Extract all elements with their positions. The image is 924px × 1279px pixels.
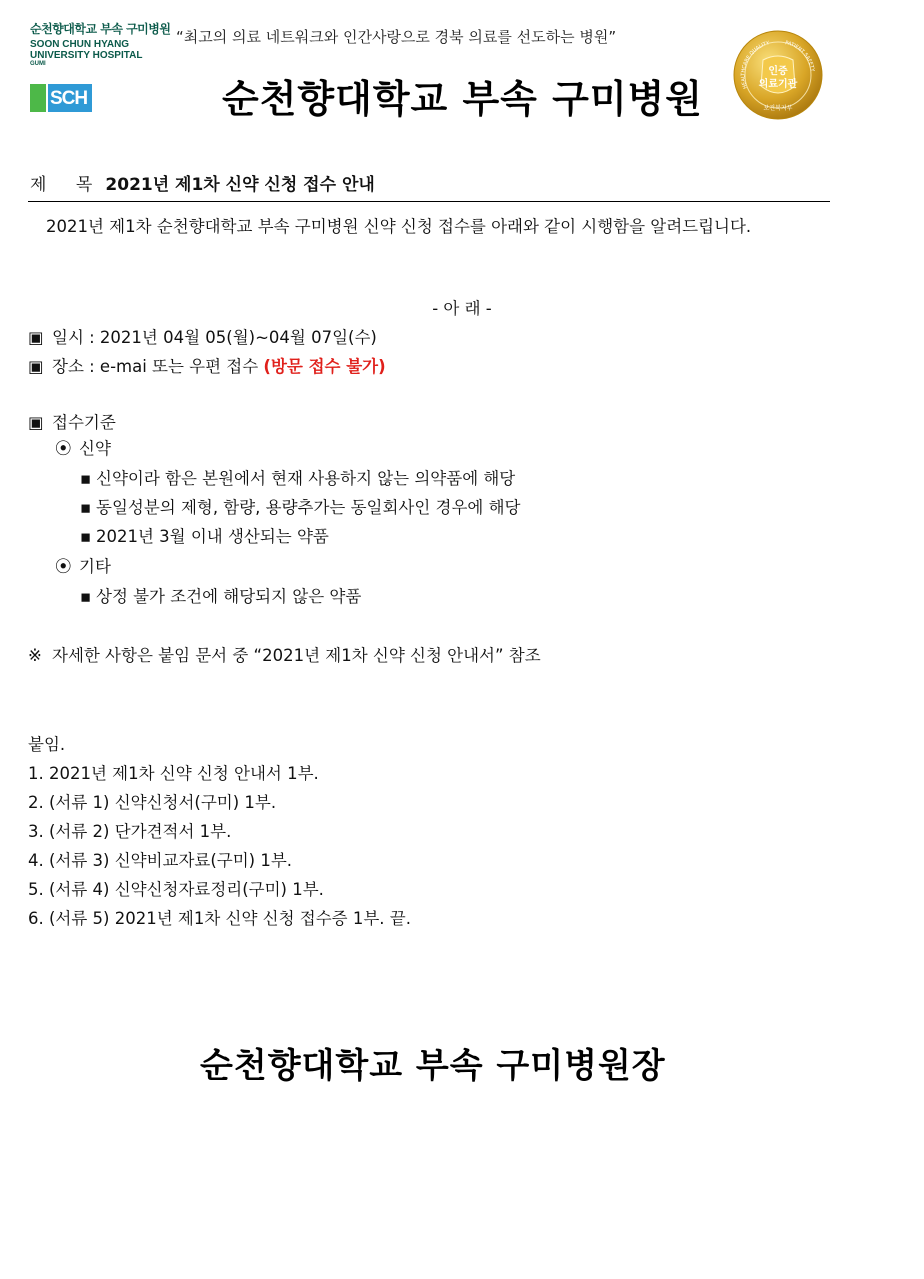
criteria-group-name: 기타 [79, 557, 111, 576]
schedule-line [28, 327, 377, 349]
list-item: ▪ 동일성분의 제형, 함량, 용량추가는 동일회사인 경우에 해당 [80, 498, 521, 517]
subject-row [30, 170, 375, 195]
badge-arc-right: PATIENT SAFETY [784, 40, 816, 72]
square-bullet-icon: ▣ [28, 413, 44, 432]
attachment-item: 4. (서류 3) 신약비교자료(구미) 1부. [28, 851, 293, 870]
list-item: ▪ 신약이라 함은 본원에서 현재 사용하지 않는 의약품에 해당 [80, 469, 516, 488]
subject-label: 제 목 [30, 175, 105, 195]
radio-bullet-icon: ⦿ [55, 557, 72, 576]
logo-english-name: SOON CHUN HYANG UNIVERSITY HOSPITAL GUMI [30, 39, 143, 67]
attachments-label: 붙임. [28, 735, 66, 754]
slogan: “최고의 의료 네트워크와 인간사랑으로 경북 의료를 선도하는 병원” [176, 28, 617, 46]
page-title: 순천향대학교 부속 구미병원 [222, 77, 703, 121]
intro-paragraph: 2021년 제1차 순천향대학교 부속 구미병원 신약 신청 접수를 아래와 같이 시행함을 알려드립니다. [46, 217, 752, 236]
criteria-group [55, 438, 111, 460]
square-bullet-icon: ▣ [28, 357, 44, 376]
accreditation-badge-icon [733, 30, 823, 120]
criteria-group-name: 신약 [79, 439, 111, 458]
subject-divider [28, 201, 830, 202]
list-item: ▪ 상정 불가 조건에 해당되지 않은 약품 [80, 587, 362, 606]
place-text: 장소 : e-mai 또는 우편 접수 [52, 357, 259, 376]
sch-logo-mark: SCH [30, 84, 92, 112]
list-item: ▪ 2021년 3월 이내 생산되는 약품 [80, 527, 329, 546]
badge-arc-left: HEALTHCARE QUALITY [740, 40, 771, 90]
reference-mark-icon: ※ [28, 646, 42, 665]
criteria-label: 접수기준 [52, 413, 116, 432]
small-square-bullet-icon: ▪ [80, 587, 92, 606]
badge-bottom: 보건복지부 [763, 105, 793, 112]
reference-text: 자세한 사항은 붙임 문서 중 “2021년 제1차 신약 신청 안내서” 참조 [52, 646, 541, 665]
small-square-bullet-icon: ▪ [80, 527, 92, 546]
criteria-group [55, 556, 111, 578]
criteria-heading [28, 412, 116, 434]
square-bullet-icon: ▣ [28, 328, 44, 347]
logo-korean-name: 순천향대학교 부속 구미병원 [30, 22, 171, 36]
attachment-item: 1. 2021년 제1차 신약 신청 안내서 1부. [28, 764, 319, 783]
small-square-bullet-icon: ▪ [80, 469, 92, 488]
schedule-text: 일시 : 2021년 04월 05(월)~04월 07일(수) [52, 328, 377, 347]
badge-center-top: 인증 [768, 66, 788, 77]
attachment-item: 3. (서류 2) 단가견적서 1부. [28, 822, 232, 841]
attachment-item: 5. (서류 4) 신약신청자료정리(구미) 1부. [28, 880, 324, 899]
reference-note [28, 645, 541, 667]
attachment-item: 2. (서류 1) 신약신청서(구미) 1부. [28, 793, 277, 812]
closing-signature: 순천향대학교 부속 구미병원장 [200, 1046, 666, 1086]
place-line [28, 356, 386, 378]
small-square-bullet-icon: ▪ [80, 498, 92, 517]
place-note: (방문 접수 불가) [263, 357, 386, 376]
badge-center-bottom: 의료기관 [758, 79, 798, 90]
attachment-item: 6. (서류 5) 2021년 제1차 신약 신청 접수증 1부. 끝. [28, 909, 411, 928]
subject-text: 2021년 제1차 신약 신청 접수 안내 [105, 175, 375, 195]
radio-bullet-icon: ⦿ [55, 439, 72, 458]
hospital-logo [30, 20, 170, 112]
below-heading: - 아 래 - [432, 299, 492, 318]
